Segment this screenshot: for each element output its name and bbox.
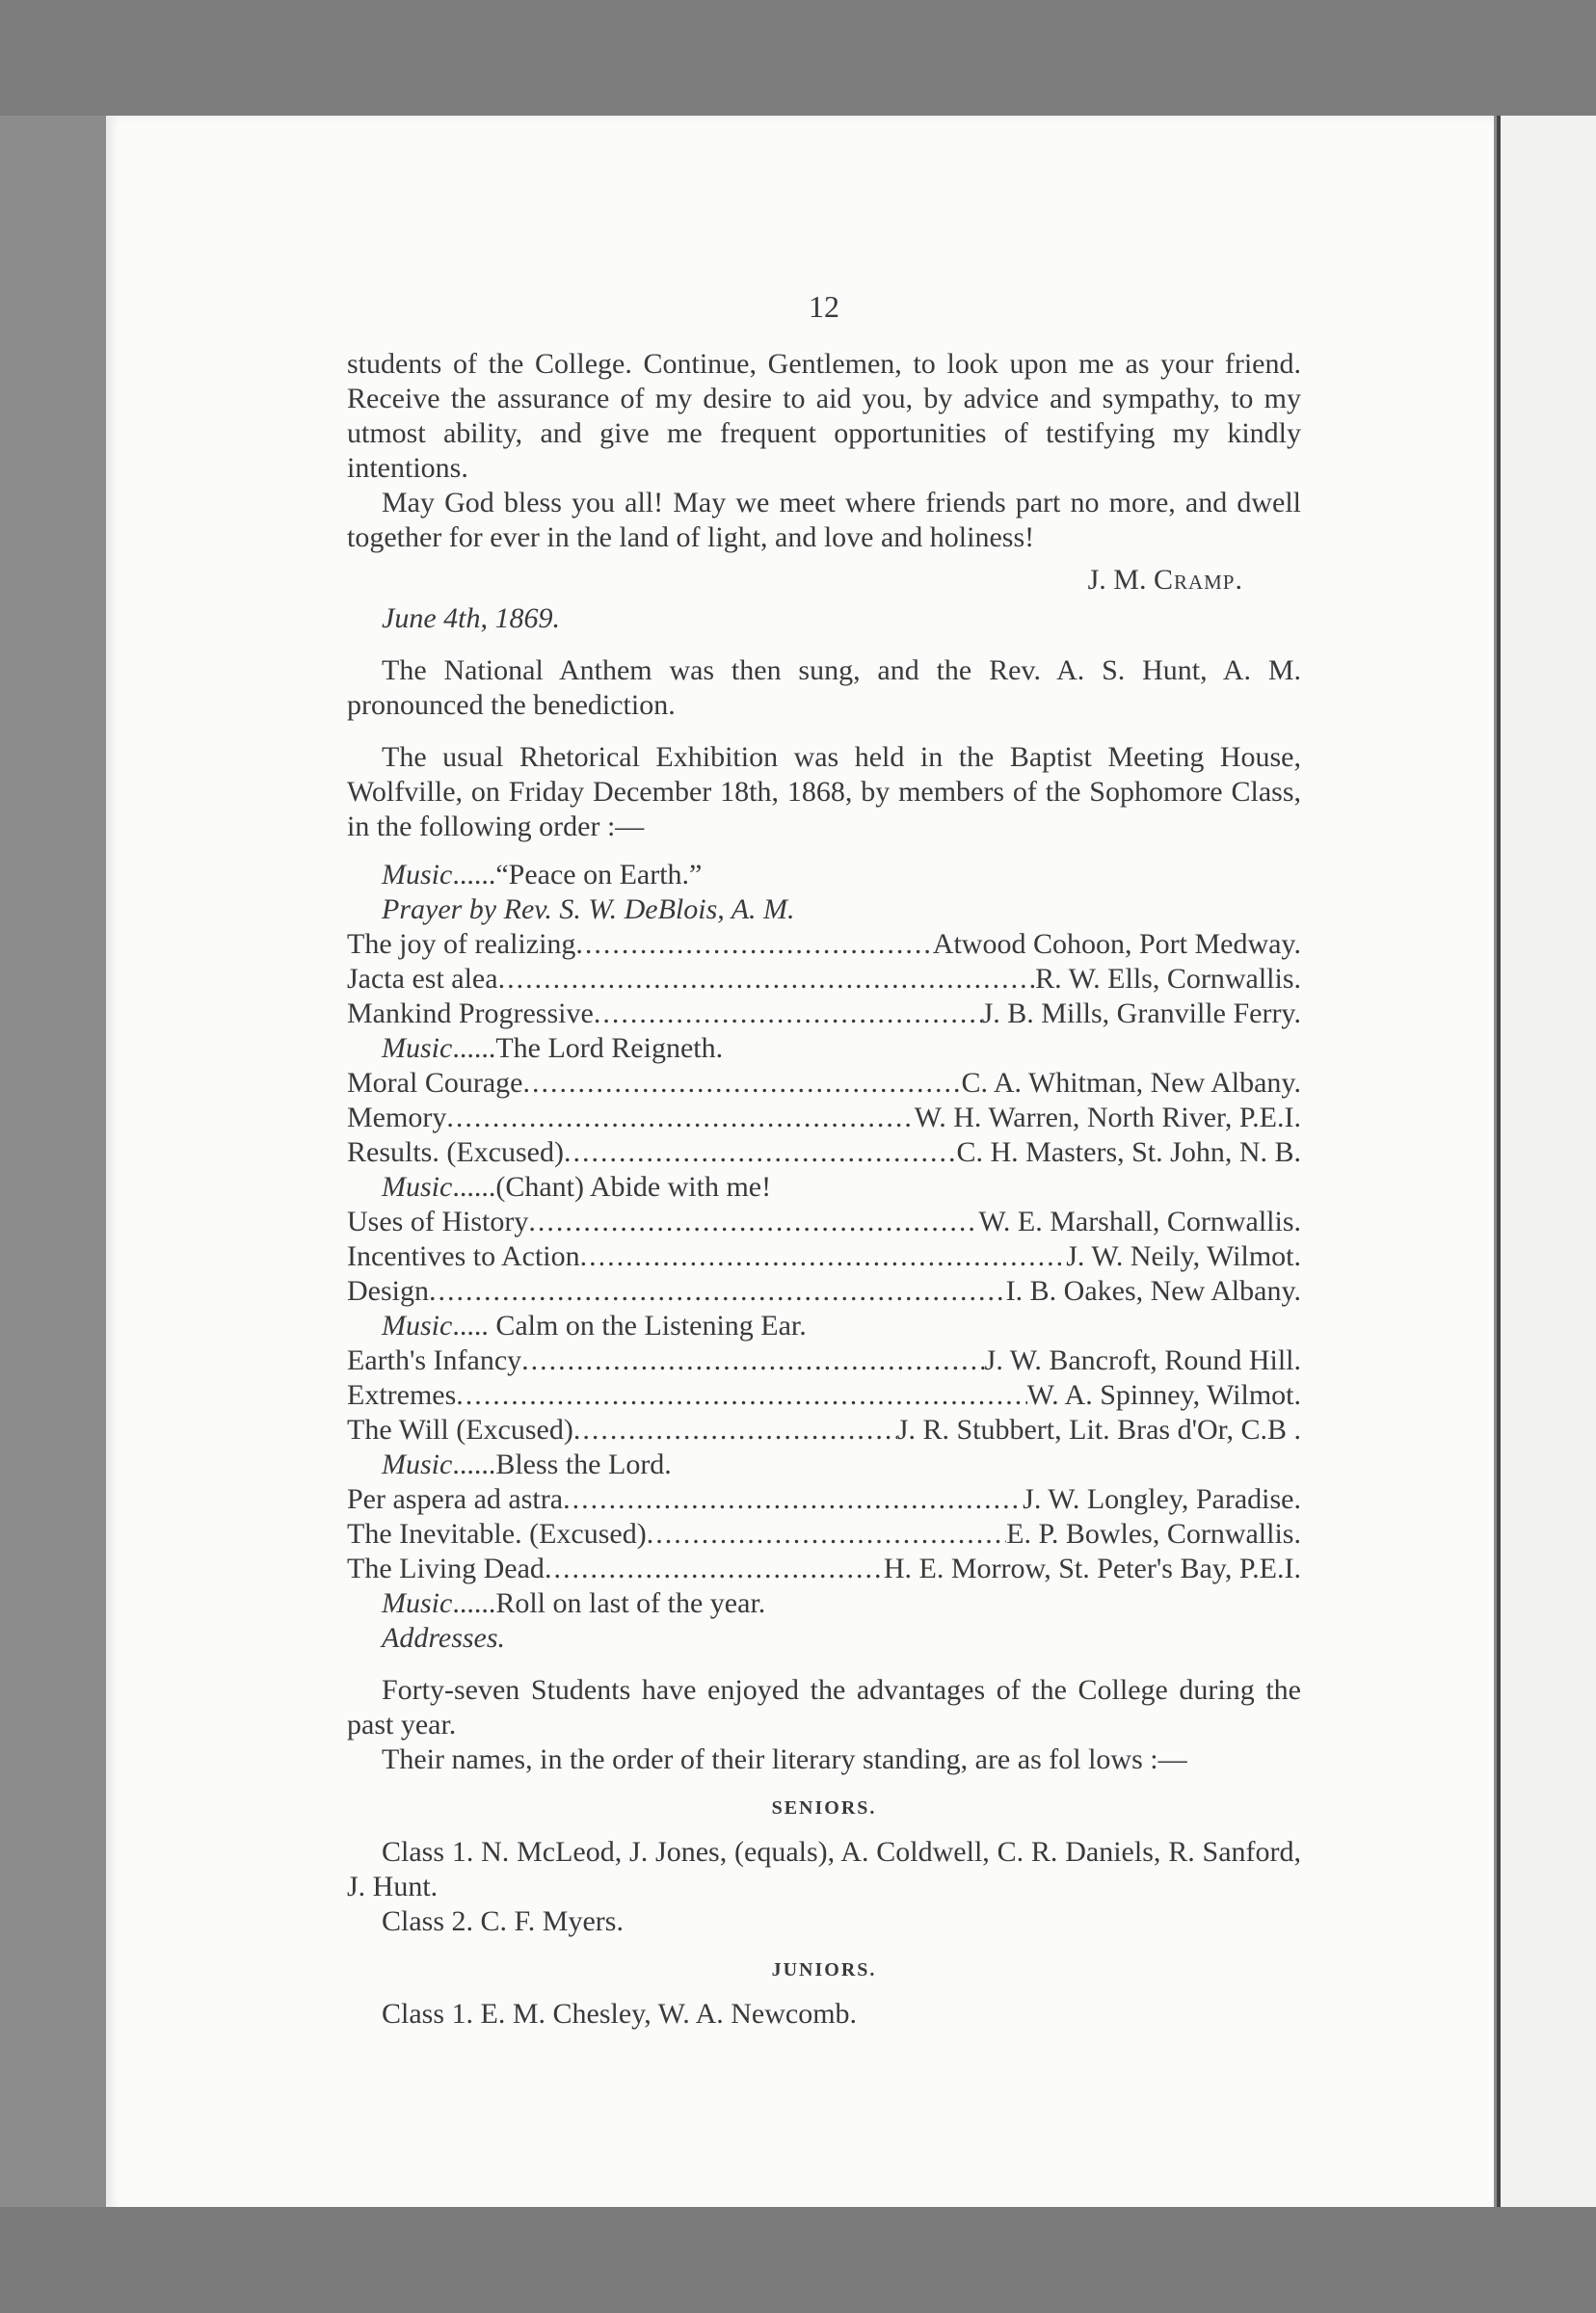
signature	[347, 563, 1301, 598]
facing-page-edge	[1497, 116, 1596, 2215]
program-item: Results. (Excused) ..... C. H. Masters, St. John, N. B.	[347, 1135, 1301, 1170]
program-group	[347, 927, 1301, 1066]
juniors-class-1: Class 1. E. M. Chesley, W. A. Newcomb.	[382, 1998, 858, 2030]
seniors-class-2: Class 2. C. F. Myers.	[382, 1905, 624, 1937]
program-item: Memory ..... W. H. Warren, North River, P.E.I.	[347, 1101, 1301, 1135]
scan-background-top	[0, 0, 1596, 116]
scan-background-bottom	[0, 2207, 1596, 2313]
program-item: Earth's Infancy ..... J. W. Bancroft, Round Hill.	[347, 1343, 1301, 1378]
paragraph-continuation: students of the College. Continue, Gentlemen, to look upon me as your friend. Receive the assurance of my desire to aid you, by advice and sympathy, to my utmost ability, and give me frequent opportunities of testifying my kindly intentions.	[347, 348, 1301, 484]
signature-name: Cramp.	[1153, 564, 1243, 596]
music-title: “Peace on Earth.”	[495, 859, 703, 891]
program-item: The Living Dead ..... H. E. Morrow, St. Peter's Bay, P.E.I.	[347, 1552, 1301, 1586]
program-group	[347, 1343, 1301, 1482]
program-item: Jacta est alea ..... R. W. Ells, Cornwallis.	[347, 962, 1301, 997]
music-label: Music	[382, 859, 453, 891]
page-text	[347, 289, 1301, 2032]
paragraph-blessing: May God bless you all! May we meet where friends part no more, and dwell together for ever in the land of light, and love and holiness!	[347, 487, 1301, 553]
signature-initials: J. M.	[1087, 564, 1147, 596]
program-music: Music......(Chant) Abide with me!	[382, 1171, 772, 1203]
paragraph-exhibition: The usual Rhetorical Exhibition was held in the Baptist Meeting House, Wolfville, on Friday December 18th, 1868, by members of the Sophomore Class, in the following order :—	[347, 741, 1301, 842]
program-item: Design ..... I. B. Oakes, New Albany.	[347, 1274, 1301, 1309]
program-item: Extremes ..... W. A. Spinney, Wilmot.	[347, 1378, 1301, 1413]
program-item: Uses of History ..... W. E. Marshall, Cornwallis.	[347, 1205, 1301, 1239]
letter-date: June 4th, 1869.	[382, 602, 560, 634]
juniors-heading: JUNIORS.	[771, 1959, 877, 1981]
program-music: Music......Bless the Lord.	[382, 1449, 672, 1480]
paragraph-anthem: The National Anthem was then sung, and the Rev. A. S. Hunt, A. M. pronounced the benediction.	[347, 654, 1301, 721]
program-group	[347, 1205, 1301, 1343]
program-group	[347, 1066, 1301, 1205]
seniors-class-1: Class 1. N. McLeod, J. Jones, (equals), A. Coldwell, C. R. Daniels, R. Sanford, J. Hunt.	[347, 1836, 1301, 1902]
program-music: Music..... Calm on the Listening Ear.	[382, 1310, 807, 1342]
program-music: Music......The Lord Reigneth.	[382, 1032, 724, 1064]
program-item: The joy of realizing ..... Atwood Cohoon, Port Medway.	[347, 927, 1301, 962]
program-addresses: Addresses.	[382, 1622, 506, 1654]
program-item: Per aspera ad astra ..... J. W. Longley, Paradise.	[347, 1482, 1301, 1517]
exhibition-program	[347, 858, 1301, 1656]
program-item: Mankind Progressive ..... J. B. Mills, Granville Ferry.	[347, 997, 1301, 1031]
program-music: Music......“Peace on Earth.”	[382, 859, 703, 891]
program-item: Incentives to Action ..... J. W. Neily, Wilmot.	[347, 1239, 1301, 1274]
seniors-heading: SENIORS.	[771, 1797, 877, 1819]
paragraph-order: Their names, in the order of their literary standing, are as fol lows :—	[382, 1743, 1187, 1775]
program-prayer: Prayer by Rev. S. W. DeBlois, A. M.	[382, 893, 795, 925]
program-item: The Will (Excused) ..... J. R. Stubbert, Lit. Bras d'Or, C.B .	[347, 1413, 1301, 1448]
program-item: Moral Courage ..... C. A. Whitman, New Albany.	[347, 1066, 1301, 1101]
paragraph-students: Forty-seven Students have enjoyed the advantages of the College during the past year.	[347, 1674, 1301, 1741]
program-item: The Inevitable. (Excused) ..... E. P. Bowles, Cornwallis.	[347, 1517, 1301, 1552]
program-music: Music......Roll on last of the year.	[382, 1587, 766, 1619]
page-number: 12	[809, 289, 839, 324]
program-group	[347, 1482, 1301, 1621]
